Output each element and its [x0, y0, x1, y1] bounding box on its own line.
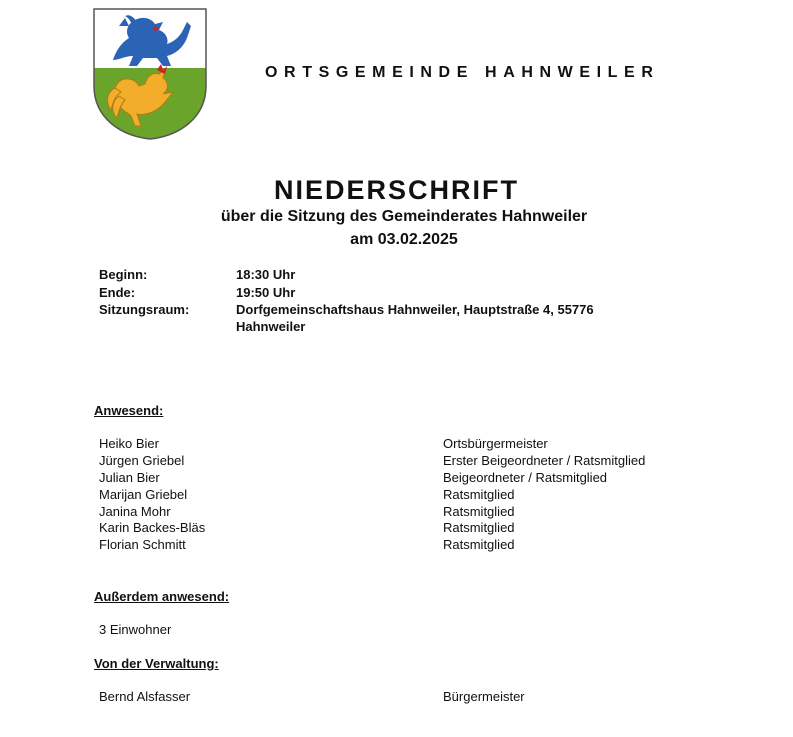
also-present-heading: Außerdem anwesend:: [94, 589, 230, 604]
member-name: Heiko Bier: [99, 436, 159, 451]
member-row: [99, 536, 739, 553]
member-name: Karin Backes-Bläs: [99, 520, 206, 535]
administration-row: [99, 688, 739, 705]
member-name: Florian Schmitt: [99, 537, 186, 552]
meeting-begin-label: Beginn:: [99, 267, 148, 282]
member-role: Erster Beigeordneter / Ratsmitglied: [443, 453, 646, 468]
administration-role: Bürgermeister: [443, 689, 525, 704]
document-title: NIEDERSCHRIFT: [273, 175, 519, 205]
member-role: Ortsbürgermeister: [443, 436, 548, 451]
member-name: Marijan Griebel: [99, 487, 188, 502]
member-row: [99, 519, 739, 536]
administration-name: Bernd Alsfasser: [99, 689, 191, 704]
member-role: Ratsmitglied: [443, 487, 515, 502]
meeting-end-value: 19:50 Uhr: [236, 285, 296, 300]
meeting-room-label: Sitzungsraum:: [99, 302, 190, 317]
organization-name: ORTSGEMEINDE HAHNWEILER: [265, 64, 660, 81]
meeting-begin-value: 18:30 Uhr: [236, 267, 296, 282]
meeting-room-value: Dorfgemeinschaftshaus Hahnweiler, Hauptstraße 4, 55776 Hahnweiler: [236, 302, 594, 334]
member-role: Beigeordneter / Ratsmitglied: [443, 470, 608, 485]
member-row: [99, 486, 739, 503]
member-role: Ratsmitglied: [443, 504, 515, 519]
member-row: [99, 503, 739, 520]
present-heading: Anwesend:: [94, 403, 164, 418]
meeting-end-label: Ende:: [99, 285, 136, 300]
meeting-date: am 03.02.2025: [350, 231, 458, 248]
member-name: Julian Bier: [99, 470, 160, 485]
member-name: Janina Mohr: [99, 504, 171, 519]
member-row: [99, 435, 739, 452]
member-row: [99, 469, 739, 486]
administration-heading: Von der Verwaltung:: [94, 656, 219, 671]
member-row: [99, 452, 739, 469]
coat-of-arms-logo: [93, 8, 207, 140]
document-subtitle: über die Sitzung des Gemeinderates Hahnweiler: [220, 208, 588, 225]
member-role: Ratsmitglied: [443, 537, 515, 552]
also-present-text: 3 Einwohner: [99, 622, 172, 637]
member-role: Ratsmitglied: [443, 520, 515, 535]
member-name: Jürgen Griebel: [99, 453, 185, 468]
